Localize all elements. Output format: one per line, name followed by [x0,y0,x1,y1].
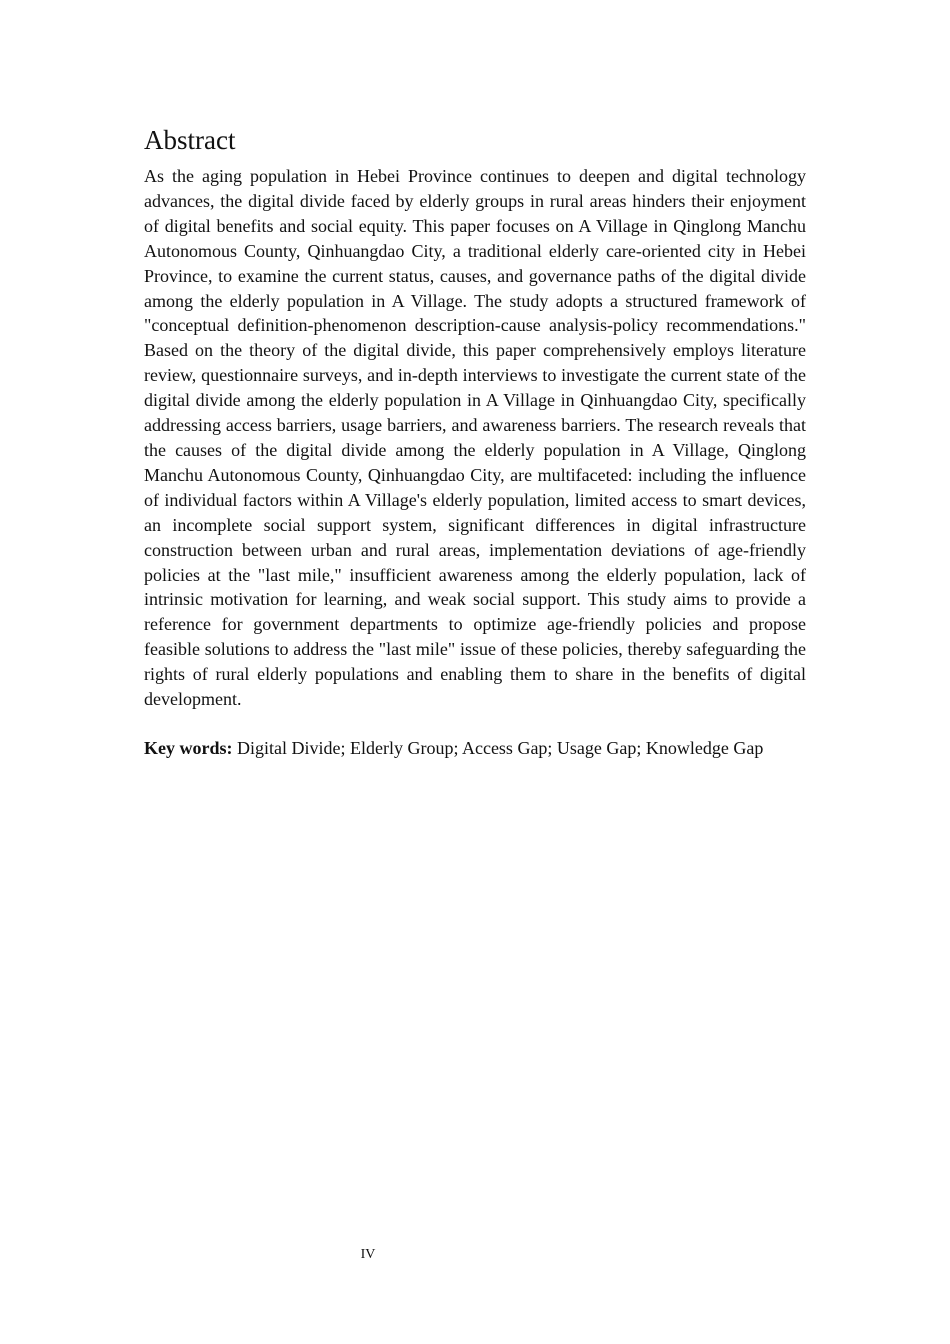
keywords-label: Key words: [144,737,233,758]
keywords-line [144,736,806,761]
page-number: IV [360,1247,376,1262]
abstract-heading: Abstract [144,125,236,155]
abstract-section [144,122,806,761]
abstract-paragraph: As the aging population in Hebei Province continues to deepen and digital technology advances, the digital divide faced by elderly groups in rural areas hinders their enjoyment of digital benefits and social equity. This paper focuses on A Village in Qinglong Manchu Autonomous County, Qinhuangdao City, a traditional elderly care-oriented city in Hebei Province, to examine the current status, causes, and governance paths of the digital divide among the elderly population in A Village. The study adopts a structured framework of "conceptual definition-phenomenon description-cause analysis-policy recommendations." Based on the theory of the digital divide, this paper comprehensively employs literature review, questionnaire surveys, and in-depth interviews to investigate the current state of the digital divide among the elderly population in A Village in Qinhuangdao City, specifically addressing access barriers, usage barriers, and awareness barriers. The research reveals that the causes of the digital divide among the elderly population in A Village, Qinglong Manchu Autonomous County, Qinhuangdao City, are multifaceted: including the influence of individual factors within A Village's elderly population, limited access to smart devices, an incomplete social support system, significant differences in digital infrastructure construction between urban and rural areas, implementation deviations of age-friendly policies at the "last mile," insufficient awareness among the elderly population, lack of intrinsic motivation for learning, and weak social support. This study aims to provide a reference for government departments to optimize age-friendly policies and propose feasible solutions to address the "last mile" issue of these policies, thereby safeguarding the rights of rural elderly populations and enabling them to share in the benefits of digital development. [144,166,806,710]
keywords-value: Digital Divide; Elderly Group; Access Gap; Usage Gap; Knowledge Gap [232,737,764,758]
